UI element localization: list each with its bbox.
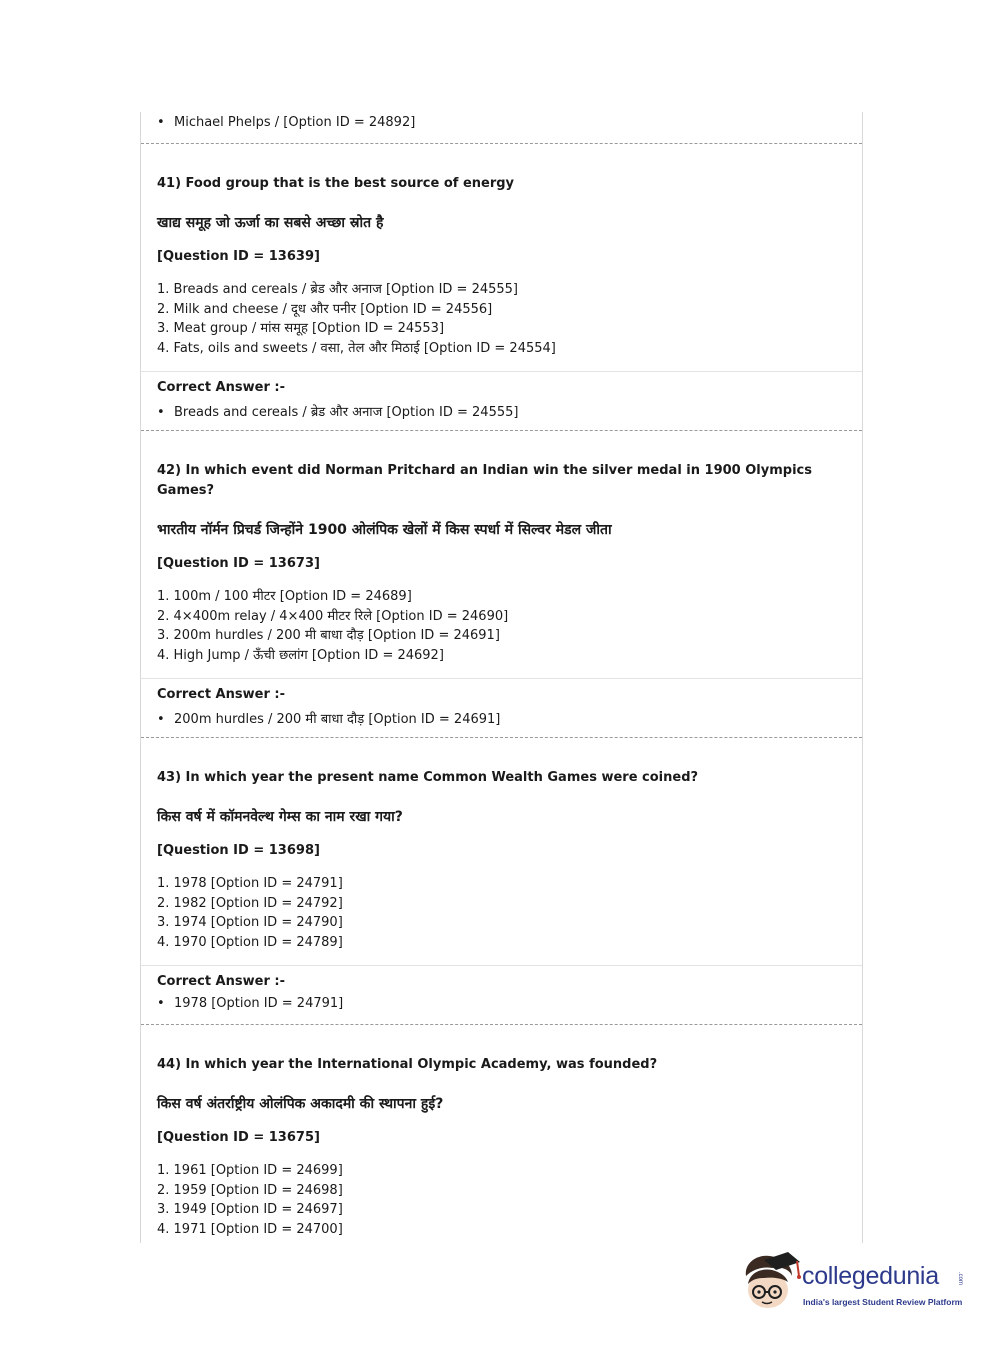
option: 1. 1978 [Option ID = 24791] [157, 876, 343, 891]
answer-separator [141, 678, 862, 679]
option: 2. Milk and cheese / दूध और पनीर [Option ID = 24556] [157, 301, 493, 317]
option: 4. Fats, oils and sweets / वसा, तेल और मिठाई [Option ID = 24554] [157, 340, 556, 356]
question-43-answer: • 1978 [Option ID = 24791] [157, 996, 343, 1011]
option: 2. 1959 [Option ID = 24698] [157, 1182, 343, 1198]
question-41-answer-label: Correct Answer :- [157, 380, 285, 395]
question-43-answer-label: Correct Answer :- [157, 974, 285, 989]
option: 3. 1974 [Option ID = 24790] [157, 915, 343, 931]
logo-wordmark: collegedunia [802, 1262, 939, 1290]
answer-separator [141, 371, 862, 372]
question-44-options [157, 1161, 343, 1239]
question-42-title-line1: 42) In which event did Norman Pritchard an Indian win the silver medal in 1900 Olympics [157, 463, 812, 478]
option: 4. High Jump / ऊँची छलांग [Option ID = 24692] [157, 647, 444, 663]
logo-suffix: .com [957, 1272, 963, 1286]
question-41-hindi: खाद्य समूह जो ऊर्जा का सबसे अच्छा स्रोत है [157, 215, 384, 231]
option: 3. 1949 [Option ID = 24697] [157, 1202, 343, 1218]
question-divider [141, 1024, 862, 1025]
question-41-title: 41) Food group that is the best source of energy [157, 176, 515, 191]
question-43-title: 43) In which year the present name Common Wealth Games were coined? [157, 770, 699, 785]
question-43-options [157, 874, 343, 952]
question-paper-page [140, 112, 863, 1243]
question-divider [141, 430, 862, 431]
option: 2. 4×400m relay / 4×400 मीटर रिले [Option ID = 24690] [157, 608, 509, 624]
option: 3. 200m hurdles / 200 मी बाधा दौड़ [Option ID = 24691] [157, 628, 500, 644]
option: 1. 100m / 100 मीटर [Option ID = 24689] [157, 589, 412, 604]
question-43-hindi: किस वर्ष में कॉमनवेल्थ गेम्स का नाम रखा गया? [157, 809, 403, 825]
option: 2. 1982 [Option ID = 24792] [157, 895, 343, 911]
option: 1. 1961 [Option ID = 24699] [157, 1163, 343, 1178]
question-42-answer: • 200m hurdles / 200 मी बाधा दौड़ [Option ID = 24691] [157, 709, 500, 727]
option: 1. Breads and cereals / ब्रेड और अनाज [Option ID = 24555] [157, 282, 518, 297]
question-42-hindi: भारतीय नॉर्मन प्रिचर्ड जिन्होंने 1900 ओलंपिक खेलों में किस स्पर्धा में सिल्वर मेडल जीता [157, 522, 612, 538]
question-44-title: 44) In which year the International Olympic Academy, was founded? [157, 1057, 658, 1072]
option: 4. 1970 [Option ID = 24789] [157, 934, 343, 950]
question-42-id: [Question ID = 13673] [157, 556, 320, 571]
question-44-id: [Question ID = 13675] [157, 1130, 320, 1145]
question-41-options [157, 280, 556, 358]
prev-correct-option: • Michael Phelps / [Option ID = 24892] [157, 115, 415, 130]
option: 3. Meat group / मांस समूह [Option ID = 24553] [157, 321, 445, 337]
answer-separator [141, 965, 862, 966]
question-divider [141, 737, 862, 738]
mascot-icon [742, 1250, 802, 1312]
question-41-id: [Question ID = 13639] [157, 249, 320, 264]
question-42-options [157, 587, 508, 665]
option: 4. 1971 [Option ID = 24700] [157, 1221, 343, 1237]
question-43-id: [Question ID = 13698] [157, 843, 320, 858]
logo-tagline: India's largest Student Review Platform [803, 1297, 963, 1307]
question-divider [141, 143, 862, 144]
question-42-answer-label: Correct Answer :- [157, 687, 285, 702]
question-44-hindi: किस वर्ष अंतर्राष्ट्रीय ओलंपिक अकादमी की स्थापना हुई? [157, 1096, 444, 1112]
question-41-answer: • Breads and cereals / ब्रेड और अनाज [Option ID = 24555] [157, 402, 518, 420]
collegedunia-logo [742, 1250, 972, 1320]
question-42-title-line2: Games? [157, 483, 215, 498]
